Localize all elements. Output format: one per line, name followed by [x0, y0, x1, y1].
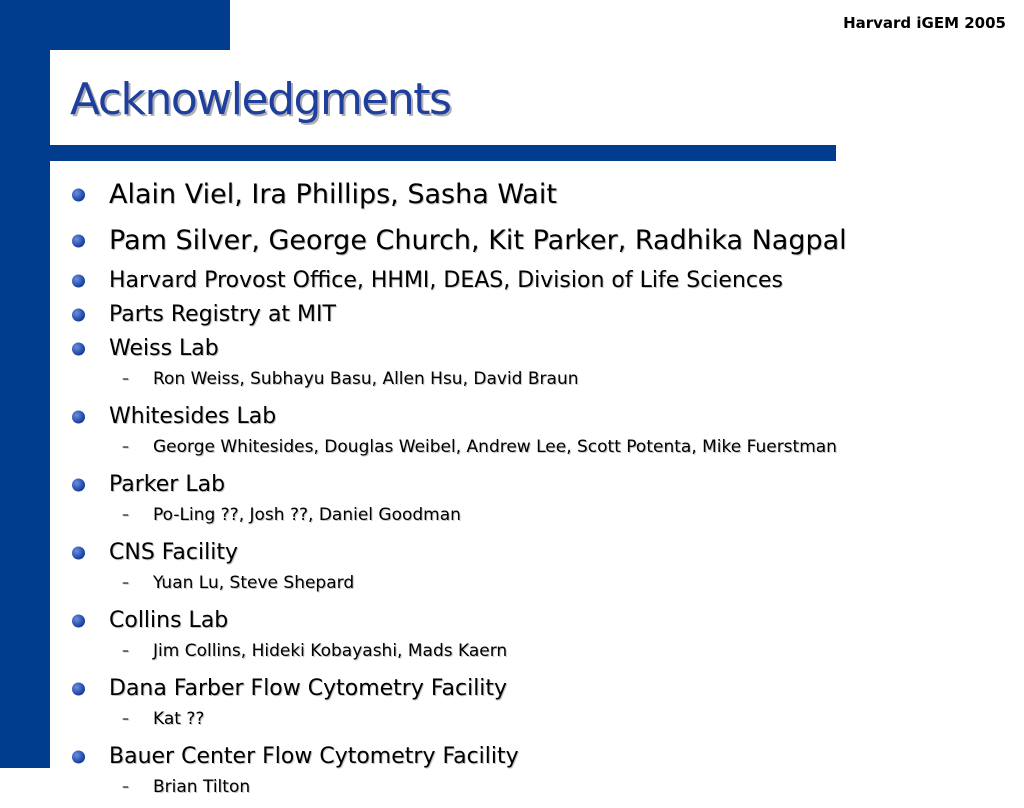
- item-text: Bauer Center Flow Cytometry Facility: [109, 744, 519, 769]
- bullet-icon: [72, 189, 85, 202]
- left-accent-bar: [0, 0, 50, 768]
- sub-list-item: [72, 366, 1002, 392]
- list-item: [72, 298, 1002, 332]
- sub-list-item: [72, 502, 1002, 528]
- title-underline-rule: [34, 145, 836, 161]
- list-item: [72, 400, 1002, 434]
- sub-list-item: [72, 638, 1002, 664]
- sub-item-text: Jim Collins, Hideki Kobayashi, Mads Kaern: [153, 641, 508, 661]
- item-text: Harvard Provost Office, HHMI, DEAS, Division of Life Sciences: [109, 268, 783, 293]
- list-item: [72, 172, 1002, 218]
- item-text: Pam Silver, George Church, Kit Parker, Radhika Nagpal: [109, 225, 847, 256]
- acknowledgments-list: [72, 172, 1002, 808]
- bullet-icon: [72, 275, 85, 288]
- list-item: [72, 672, 1002, 706]
- list-item: [72, 740, 1002, 774]
- item-text: Weiss Lab: [109, 336, 219, 361]
- dash-marker: –: [122, 575, 129, 591]
- bullet-icon: [72, 411, 85, 424]
- list-item: [72, 218, 1002, 264]
- bullet-icon: [72, 683, 85, 696]
- list-item: [72, 604, 1002, 638]
- sub-item-text: Kat ??: [153, 709, 205, 729]
- item-text: Alain Viel, Ira Phillips, Sasha Wait: [109, 179, 557, 210]
- header-label: Harvard iGEM 2005: [843, 14, 1006, 32]
- item-text: Collins Lab: [109, 608, 229, 633]
- dash-marker: –: [122, 507, 129, 523]
- item-text: Whitesides Lab: [109, 404, 277, 429]
- bullet-icon: [72, 751, 85, 764]
- sub-item-text: Brian Tilton: [153, 777, 251, 797]
- bullet-icon: [72, 547, 85, 560]
- item-text: Dana Farber Flow Cytometry Facility: [109, 676, 508, 701]
- sub-list-item: [72, 774, 1002, 800]
- sub-item-text: George Whitesides, Douglas Weibel, Andrew Lee, Scott Potenta, Mike Fuerstman: [153, 437, 837, 457]
- sub-list-item: [72, 706, 1002, 732]
- list-item: [72, 332, 1002, 366]
- item-text: Parts Registry at MIT: [109, 302, 336, 327]
- bullet-icon: [72, 235, 85, 248]
- sub-list-item: [72, 570, 1002, 596]
- sub-item-text: Ron Weiss, Subhayu Basu, Allen Hsu, David Braun: [153, 369, 579, 389]
- sub-item-text: Yuan Lu, Steve Shepard: [153, 573, 355, 593]
- bullet-icon: [72, 615, 85, 628]
- top-accent-block: [0, 0, 230, 50]
- dash-marker: –: [122, 779, 129, 795]
- bullet-icon: [72, 479, 85, 492]
- sub-item-text: Po-Ling ??, Josh ??, Daniel Goodman: [153, 505, 461, 525]
- list-item: [72, 468, 1002, 502]
- bullet-icon: [72, 343, 85, 356]
- item-text: CNS Facility: [109, 540, 238, 565]
- sub-list-item: [72, 434, 1002, 460]
- dash-marker: –: [122, 371, 129, 387]
- bullet-icon: [72, 309, 85, 322]
- list-item: [72, 264, 1002, 298]
- dash-marker: –: [122, 711, 129, 727]
- slide-title: Acknowledgments: [70, 74, 451, 125]
- item-text: Parker Lab: [109, 472, 226, 497]
- dash-marker: –: [122, 439, 129, 455]
- list-item: [72, 536, 1002, 570]
- dash-marker: –: [122, 643, 129, 659]
